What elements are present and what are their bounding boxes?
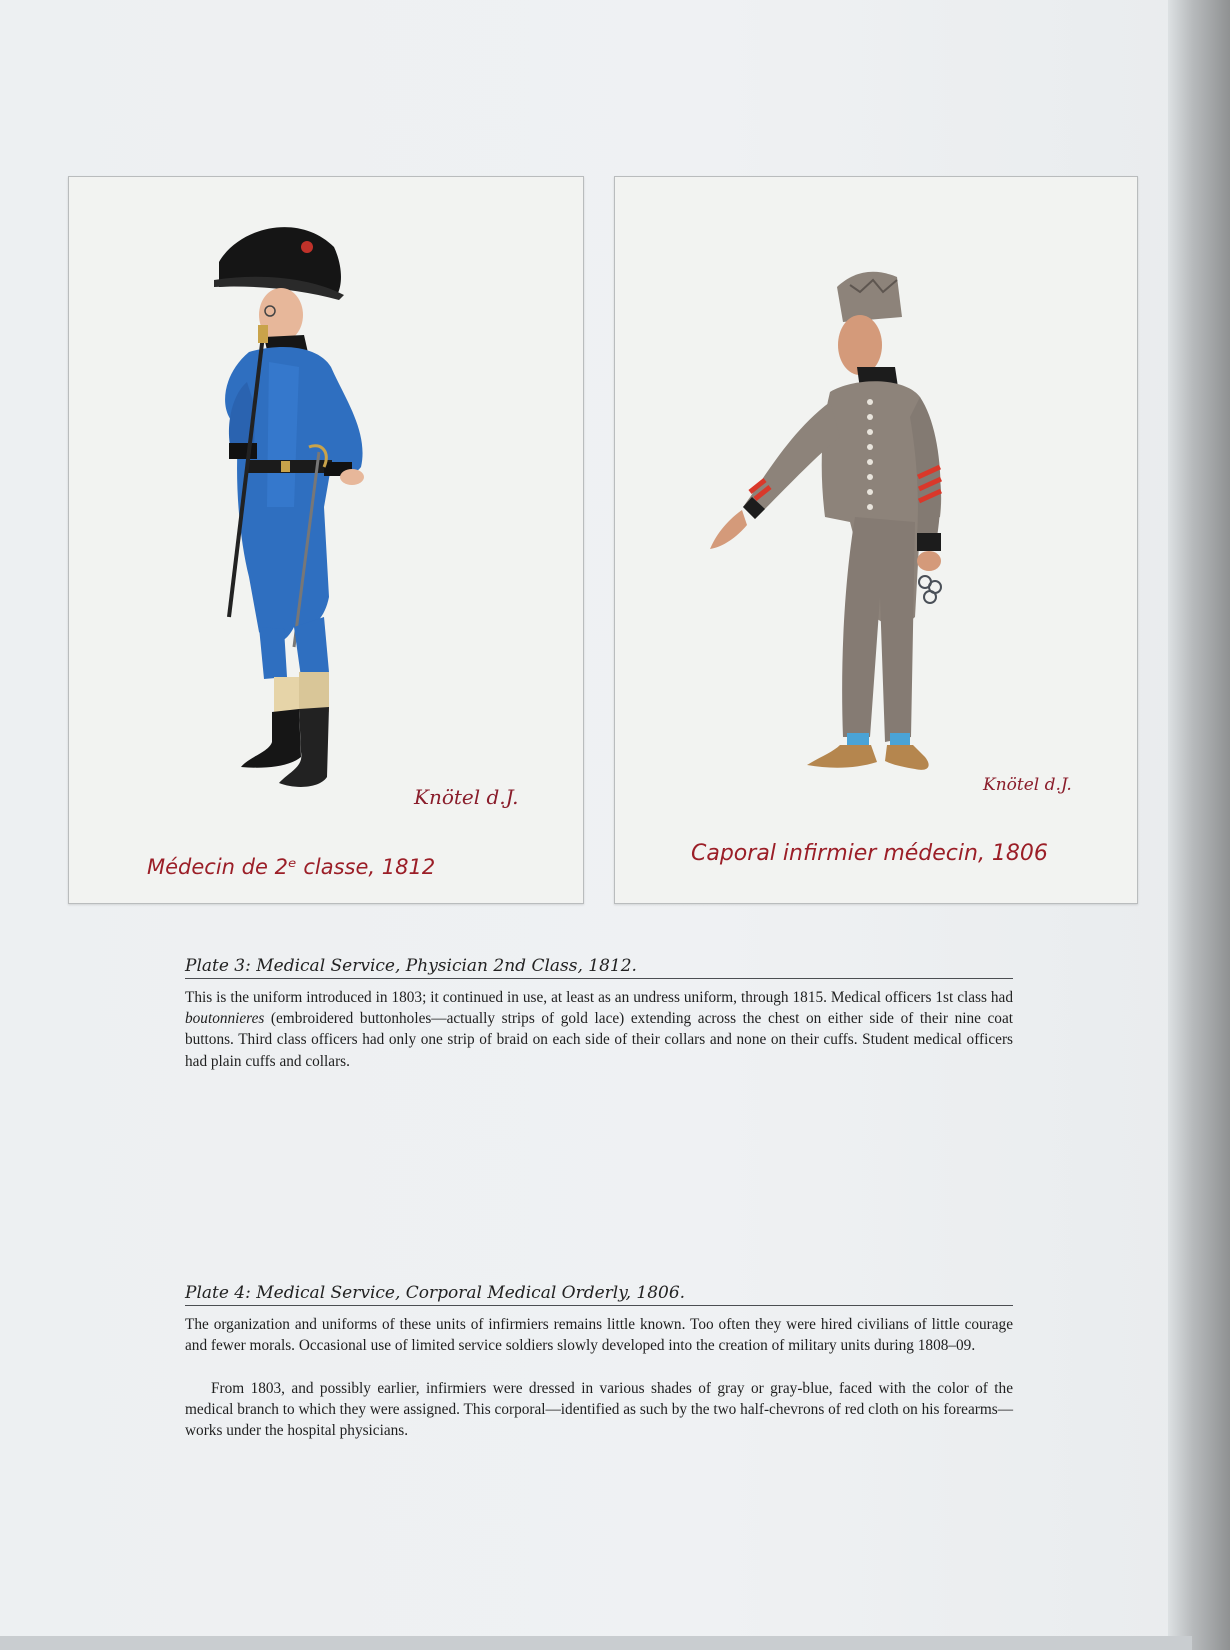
plate-4-paragraph-1: The organization and uniforms of these units of infirmiers remains little known. Too often they were hired civilians of little courage and fewer morals. Occasional use of limited service soldiers slowly developed into the creation of military units during 1808–09. — [185, 1316, 1013, 1355]
plate-3-emphasis: boutonnieres — [185, 1010, 265, 1028]
plate-3-heading: Plate 3: Medical Service, Physician 2nd Class, 1812. — [185, 956, 1013, 979]
plate-4-signature: Knötel d.J. — [983, 775, 1072, 795]
plate-3-signature: Knötel d.J. — [414, 785, 519, 809]
plate-3-text-end: (embroidered buttonholes—actually strips of gold lace) extending across the chest on either side of their nine coat buttons. Third class officers had only one strip of braid on each side of their collars and none on their cuffs. Student medical officers had plain cuffs and collars. — [185, 1010, 1013, 1070]
plate-3-description — [185, 987, 1013, 1072]
plate-4-paragraph-2: From 1803, and possibly earlier, infirmiers were dressed in various shades of gray or gray-blue, faced with the color of the medical branch to which they were assigned. This corporal—identified as such by the two half-chevrons of red cloth on his forearms—works under the hospital physicians. — [185, 1380, 1013, 1440]
plate-4-heading: Plate 4: Medical Service, Corporal Medical Orderly, 1806. — [185, 1283, 1013, 1306]
book-gutter — [1168, 0, 1230, 1650]
plate-3-illustration — [68, 176, 584, 904]
plate-3-caption: Médecin de 2ᵉ classe, 1812 — [147, 855, 436, 879]
plate-3-text-start: This is the uniform introduced in 1803; it continued in use, at least as an undress uniform, through 1815. Medical officers 1st class had — [185, 989, 1013, 1006]
plate-4-illustration — [614, 176, 1138, 904]
plate-4-caption: Caporal infirmier médecin, 1806 — [691, 841, 1048, 866]
page-bottom-edge — [0, 1636, 1192, 1650]
